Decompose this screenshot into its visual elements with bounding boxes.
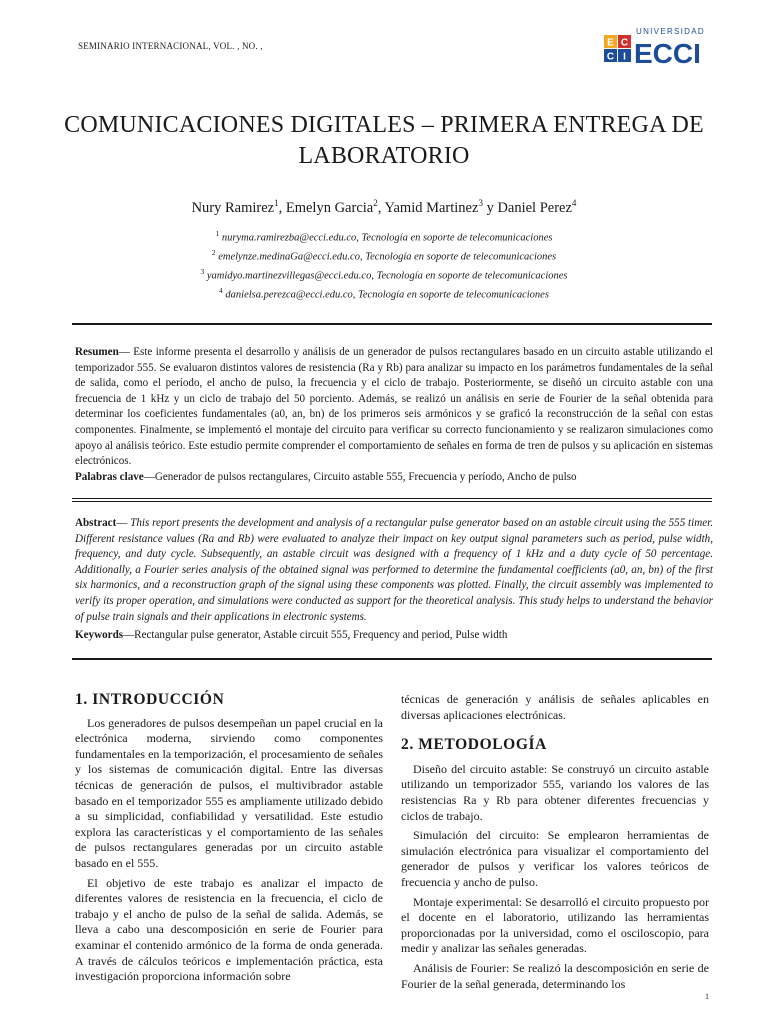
keywords-label: Keywords	[75, 629, 124, 641]
author-sup: 4	[571, 198, 577, 208]
author-sup: 1	[274, 198, 279, 208]
method-paragraph-3: Montaje experimental: Se desarrolló el circuito propuesto por el docente en el laboratorio, utilizando las herramientas proporcionadas por la universidad, como el osciloscopio, para medir y analizar las señales generadas.	[401, 894, 709, 956]
palabras-clave-line	[75, 471, 713, 483]
logo-top-text: UNIVERSIDAD	[636, 27, 705, 36]
palabras-clave-label: Palabras clave	[75, 471, 144, 483]
abstract-block	[75, 516, 713, 625]
divider-middle-2	[72, 501, 712, 502]
affiliation-text: danielsa.perezca@ecci.edu.co, Tecnología en soporte de telecomunicaciones	[225, 289, 549, 301]
logo-main-text: ECCI	[634, 38, 701, 68]
left-column	[75, 692, 383, 989]
divider-bottom	[72, 658, 712, 660]
page-number: 1	[705, 992, 709, 1001]
affiliation-text: yamidyo.martinezvillegas@ecci.edu.co, Tecnología en soporte de telecomunicaciones	[206, 270, 568, 282]
keywords-line	[75, 629, 713, 641]
intro-paragraph-1: Los generadores de pulsos desempeñan un papel crucial en la electrónica moderna, sirviendo como componentes fundamentales en la temporización, el procesamiento de señales y los sistemas de comunicación digital. Entre las diversas técnicas de generación de pulsos, el multivibrador astable basado en el temporizador 555 es ampliamente utilizado debido a su simplicidad, confiabilidad y versatilidad. Este estudio explora las características y el comportamiento de las señales de pulsos rectangulares generadas por un circuito astable basado en el 555.	[75, 715, 383, 870]
abstract-label: Abstract	[75, 517, 117, 529]
intro-paragraph-2: El objetivo de este trabajo es analizar el impacto de diferentes valores de resistencia en la frecuencia, el ciclo de trabajo y el ancho de pulso de la señal de salida. Además, se lleva a cabo una descomposición en serie de Fourier para examinar el contenido armónico de la forma de onda generada. A través de cálculos teóricos e implementación práctica, esta investigación proporciona información sobre	[75, 875, 383, 984]
method-paragraph-1: Diseño del circuito astable: Se construyó un circuito astable utilizando un temporizador 555, variando los valores de las resistencias Ra y Rb para obtener diferentes frecuencias y ciclos de trabajo.	[401, 761, 709, 823]
affiliation-line	[60, 284, 708, 303]
affiliation-sup: 4	[219, 286, 223, 295]
affiliation-sup: 3	[200, 267, 205, 276]
author-list	[60, 198, 708, 217]
keywords-text: —Rectangular pulse generator, Astable circuit 555, Frequency and period, Pulse width	[123, 629, 508, 641]
section-heading-metodologia: 2. METODOLOGÍA	[401, 736, 547, 754]
abstract-dash: —	[116, 517, 131, 529]
affiliation-sup: 2	[211, 248, 216, 257]
affiliation-sup: 1	[215, 229, 220, 238]
affiliation-line	[60, 227, 708, 246]
logo-letter-2: C	[620, 37, 629, 49]
university-logo	[604, 26, 714, 68]
affiliation-text: nuryma.ramirezba@ecci.edu.co, Tecnología en soporte de telecomunicaciones	[221, 232, 553, 244]
divider-middle-1	[72, 498, 712, 499]
affiliation-line	[60, 246, 708, 265]
author-separator: ,	[377, 199, 385, 216]
paper-title: COMUNICACIONES DIGITALES – PRIMERA ENTREGA DE LABORATORIO	[64, 112, 704, 169]
author-name: Emelyn Garcia	[285, 199, 374, 216]
affiliations	[60, 227, 708, 303]
logo-letter-3: C	[606, 51, 615, 63]
author-name: Yamid Martinez	[384, 199, 479, 216]
running-head: SEMINARIO INTERNACIONAL, VOL. , NO. ,	[78, 41, 263, 51]
abstract-text: This report presents the development and analysis of a rectangular pulse generator based on an astable circuit using the 555 timer. Different resistance values (Ra and Rb) were evaluated to analyze their impact on key output signal parameters such as period, pulse width, frequency, and duty cycle. Subsequently, an astable circuit was designed with a frequency of 1 kHz and a duty cycle of 50 percentage. Additionally, a Fourier series analysis of the obtained signal was performed to determine the fundamental coefficients (a0, an, bn) of the first six harmonics, and a reconstruction graph of the signal using these components was plotted. Finally, the circuit assembly was implemented to verify its proper operation, and simulations were conducted as support for the theoretical analysis. This study helps to understand the behavior of pulse train signals and their applications in electronic systems.	[75, 517, 713, 623]
author-name: Nury Ramirez	[191, 199, 275, 216]
resumen-block	[75, 345, 713, 470]
divider-top	[72, 323, 712, 325]
author-separator: ,	[278, 199, 286, 216]
method-paragraph-2: Simulación del circuito: Se emplearon herramientas de simulación electrónica para visualizar el comportamiento del generador de pulsos y verificar los valores teóricos de frecuencia y ancho de pulso.	[401, 828, 709, 889]
intro-paragraph-2-continued: técnicas de generación y análisis de señales aplicables en diversas aplicaciones electrónicas.	[401, 692, 709, 722]
section-heading-introduccion: 1. INTRODUCCIÓN	[75, 691, 225, 708]
author-separator: y	[482, 199, 498, 216]
method-paragraph-4: Análisis de Fourier: Se realizó la descomposición en serie de Fourier de la señal generada, determinando los	[401, 960, 709, 991]
palabras-clave-text: —Generador de pulsos rectangulares, Circuito astable 555, Frecuencia y período, Ancho de pulso	[143, 471, 577, 483]
affiliation-text: emelynze.medinaGa@ecci.edu.co, Tecnología en soporte de telecomunicaciones	[218, 251, 557, 263]
author-sup: 2	[373, 198, 378, 208]
logo-letter-1: E	[607, 37, 614, 49]
resumen-text: — Este informe presenta el desarrollo y análisis de un generador de pulsos rectangulares basado en un circuito astable utilizando el temporizador 555. Se evaluaron distintos valores de resistencia (Ra y Rb) para analizar su impacto en los parámetros fundamentales de la señal de salida, como el período, el ancho de pulso, la frecuencia y el ciclo de trabajo. Posteriormente, se diseñó un circuito astable con una frecuencia de 1 kHz y un ciclo de trabajo del 50 porciento. Además, se realizó un análisis en serie de Fourier de la señal obtenida para determinar los coeficientes fundamentales (a0, an, bn) de los primeros seis armónicos y se graficó la reconstrucción de la señal con estas componentes. Finalmente, se implementó el montaje del circuito para verificar su correcto funcionamiento y se realizaron simulaciones como apoyo al análisis teórico. Este estudio permite comprender el comportamiento de señales en forma de tren de pulsos y su aplicación en sistemas electrónicos.	[75, 346, 713, 468]
author-sup: 3	[478, 198, 483, 208]
right-column	[401, 692, 709, 996]
logo-letter-4: I	[623, 51, 626, 63]
affiliation-line	[60, 265, 708, 284]
author-name: Daniel Perez	[497, 199, 572, 216]
resumen-label: Resumen	[75, 346, 119, 358]
ecci-logo-graphic	[604, 26, 714, 68]
